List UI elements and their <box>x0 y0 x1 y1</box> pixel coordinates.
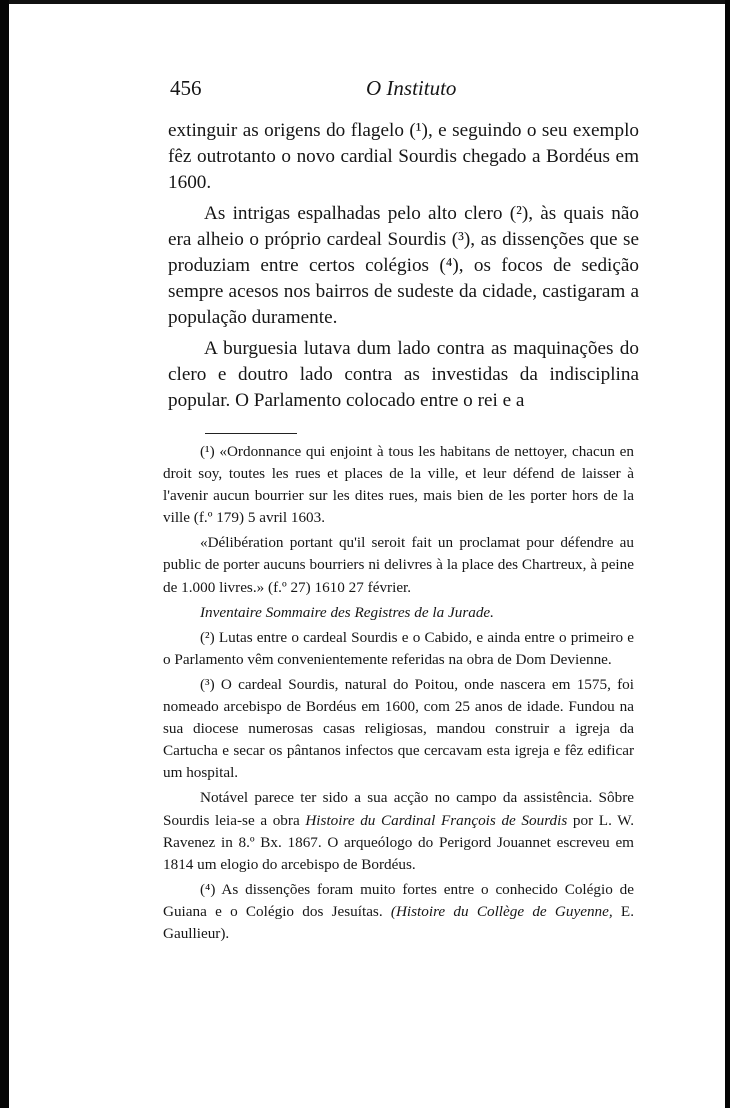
paragraph-1: extinguir as origens do flagelo (¹), e seguindo o seu exemplo fêz outrotanto o novo cardial Sourdis chegado a Bordéus em 1600. <box>168 120 639 194</box>
footnote-4-book-title: (Histoire du Collège de Guyenne, <box>390 902 613 920</box>
paragraph-2: As intrigas espalhadas pelo alto clero (²), às quais não era alheio o próprio cardeal Sourdis (³), as dissenções que se produziam entre certos colégios (⁴), os focos de sedição sempre acesos nos bairros de sudeste da cidade, castigaram a população duramente. <box>168 202 639 329</box>
main-text <box>168 118 639 414</box>
page-number: 456 <box>170 76 202 100</box>
footnote-3-text-end: por L. W. Ravenez in 8.º Bx. 1867. O arqueólogo do Perigord Jouannet escreveu em 1814 um elogio do arcebispo de Bordéus. <box>163 811 634 873</box>
footnote-4-text-end: E. Gaullieur). <box>163 902 634 942</box>
page-header <box>170 76 635 104</box>
footnote-3-text-start: Notável parece ter sido a sua acção no campo da assistência. Sôbre Sourdis leia-se a obra <box>163 789 634 829</box>
footnotes <box>163 441 634 945</box>
running-title: O Instituto <box>366 76 457 100</box>
footnote-3-continued <box>163 787 634 875</box>
footnote-2: (²) Lutas entre o cardeal Sourdis e o Cabido, e ainda entre o primeiro e o Parlamento vêm convenientemente referidas na obra de Dom Devienne. <box>163 628 634 668</box>
paragraph-3: A burguesia lutava dum lado contra as maquinações do clero e doutro lado contra as investidas da indisciplina popular. O Parlamento colocado entre o rei e a <box>168 337 639 412</box>
footnote-1-source: Inventaire Sommaire des Registres de la Jurade. <box>200 603 494 621</box>
footnote-1-continued: «Délibération portant qu'il seroit fait un proclamat pour défendre au public de porter aucuns bourriers ni delivres à la place des Chartreux, à peine de 1.000 livres.» (f.º 27) 1610 27 février. <box>163 534 634 596</box>
footnote-1: (¹) «Ordonnance qui enjoint à tous les habitans de nettoyer, chacun en droit soy, toutes les rues et places de la ville, et leur défend de laisser à l'avenir aucun bourrier sur les dites rues, mais bien de les porter hors de la ville (f.º 179) 5 avril 1603. <box>163 443 634 527</box>
footnote-4-text-start: (⁴) As dissenções foram muito fortes entre o conhecido Colégio de Guiana e o Colégio dos Jesuítas. <box>163 880 634 920</box>
footnote-4 <box>163 879 634 945</box>
footnote-3: (³) O cardeal Sourdis, natural do Poitou, onde nascera em 1575, foi nomeado arcebispo de Bordéus em 1600, com 25 anos de idade. Fundou na sua diocese numerosas casas religiosas, mandou construir a igreja da Cartucha e secar os pântanos infectos que cercavam esta igreja e fêz edificar um hospital. <box>163 675 634 782</box>
footnote-3-book-title: Histoire du Cardinal François de Sourdis <box>305 811 568 829</box>
footnote-separator <box>205 433 297 434</box>
